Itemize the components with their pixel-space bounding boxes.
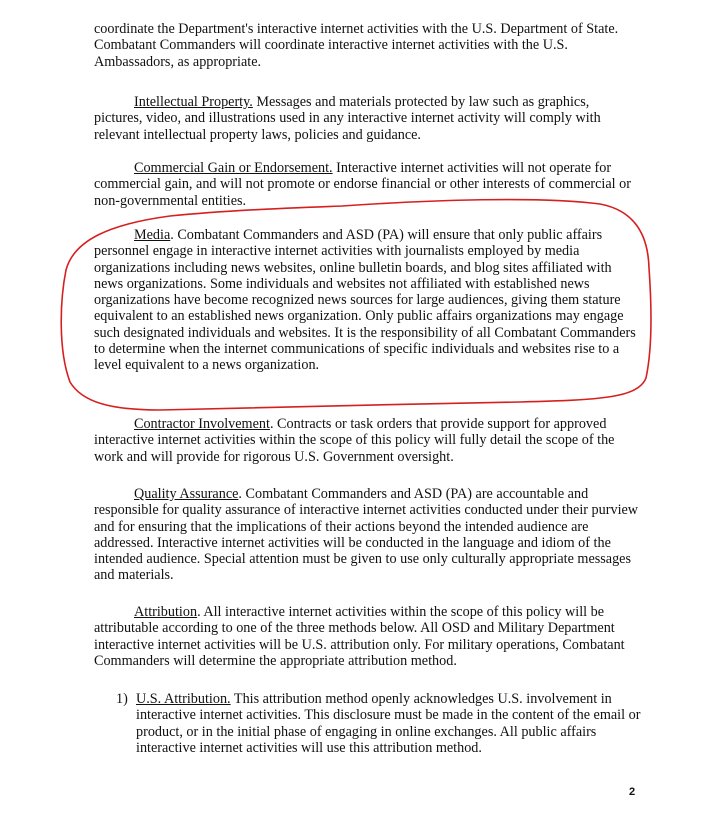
section-contractor-involvement [94, 416, 639, 465]
intro-text: coordinate the Department's interactive internet activities with the U.S. Department of State. Combatant Commanders will coordinate interactive internet activities with the U.S. Ambassadors, as appropriate. [94, 21, 619, 70]
intro-paragraph [94, 21, 639, 70]
section-body: Messages and materials protected by law such as graphics, pictures, video, and illustrations used in any interactive internet activity will comply with relevant intellectual property laws, policies and guidance. [94, 94, 601, 143]
section-intellectual-property [94, 94, 639, 143]
section-body: Interactive internet activities will not operate for commercial gain, and will not promote or endorse financial or other interests of commercial or non-governmental entities. [94, 160, 631, 209]
section-media [94, 227, 639, 374]
section-attribution [94, 604, 639, 669]
section-body: . All interactive internet activities within the scope of this policy will be attributable according to one of the three methods below. All OSD and Military Department interactive internet activities will be U.S. attribution only. For military operations, Combatant Commanders will determine the appropriate attribution method. [94, 604, 625, 669]
list-heading: U.S. Attribution. [136, 691, 231, 707]
section-quality-assurance [94, 486, 639, 584]
page-number: 2 [629, 786, 636, 798]
section-heading: Commercial Gain or Endorsement. [134, 160, 333, 176]
section-heading: Contractor Involvement [134, 416, 270, 432]
list-text: This attribution method openly acknowledges U.S. involvement in interactive internet activities. This disclosure must be made in the content of the email or product, or in the initial phase of engaging in online exchanges. All public affairs interactive internet activities will use this attribution method. [136, 691, 641, 756]
section-body: . Combatant Commanders and ASD (PA) are accountable and responsible for quality assurance of interactive internet activities conducted under their purview and for ensuring that the implications of their actions beyond the intended audience are addressed. Interactive internet activities will be conducted in the language and idiom of the intended audience. Special attention must be given to use only culturally appropriate messages and materials. [94, 486, 639, 584]
list-body [136, 691, 641, 756]
section-heading: Quality Assurance [134, 486, 239, 502]
section-heading: Media [134, 227, 171, 243]
list-number: 1) [116, 691, 128, 707]
list-item [116, 691, 641, 756]
section-body: . Combatant Commanders and ASD (PA) will ensure that only public affairs personnel engage in interactive internet activities with journalists employed by media organizations including news websites, online bulletin boards, and blog sites affiliated with news organizations. Some individuals and websites not affiliated with established news organizations have become recognized news sources for large audiences, giving them stature equivalent to an established news organization. Only public affairs organizations may engage such designated individuals and websites. It is the responsibility of all Combatant Commanders to determine when the internet communications of specific individuals and websites rise to a level equivalent to a news organization. [94, 227, 636, 374]
section-commercial-gain [94, 160, 639, 209]
section-heading: Intellectual Property. [134, 94, 253, 110]
section-heading: Attribution [134, 604, 198, 620]
section-body: . Contracts or task orders that provide support for approved interactive internet activities within the scope of this policy will fully detail the scope of the work and will provide for rigorous U.S. Government oversight. [94, 416, 615, 465]
